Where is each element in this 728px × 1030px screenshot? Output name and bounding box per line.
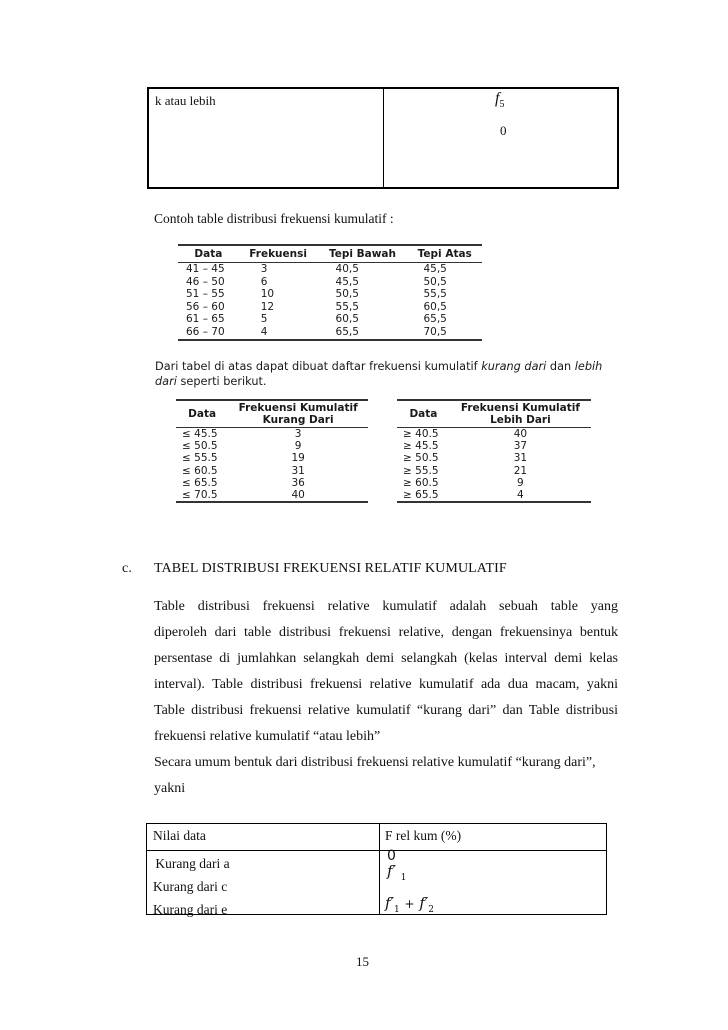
table-divider (147, 850, 606, 851)
cell: ≤ 55.5 (182, 452, 218, 465)
value-zero: 0 (387, 848, 396, 864)
table-row (176, 428, 368, 441)
table-row (397, 477, 591, 489)
cell: 60,5 (335, 313, 359, 326)
header-frekuensi-kumulatif: Frekuensi Kumulatif Kurang Dari (228, 400, 368, 428)
lebih-dari-table (397, 399, 591, 503)
text-italic: lebih (574, 360, 603, 373)
cell: ≤ 65.5 (182, 476, 218, 489)
text-line: Table distribusi frekuensi relative kumulatif adalah sebuah table yang (154, 599, 618, 614)
table-row (176, 440, 368, 452)
cell: 70,5 (407, 326, 482, 340)
cell: 37 (513, 440, 528, 453)
cell: 60,5 (423, 300, 447, 313)
kurang-dari-table (176, 399, 368, 503)
row-label: Kurang dari a (152, 856, 230, 871)
cell: 55,5 (423, 288, 447, 301)
formula-f1: f′ $_1$ (387, 862, 407, 883)
text-line: frekuensi relative kumulatif “atau lebih” (154, 729, 381, 744)
cell: 61 – 65 (186, 313, 225, 326)
caption: Contoh table distribusi frekuensi kumulatif : (154, 211, 394, 226)
table-row (397, 465, 591, 477)
table-row (178, 301, 482, 314)
cell: 9 (517, 476, 524, 489)
page-number: 15 (356, 954, 369, 969)
cell: 36 (291, 476, 305, 489)
top-table (147, 87, 619, 189)
text: seperti berikut. (176, 375, 267, 388)
text: dan (546, 360, 575, 373)
cell: 65,5 (318, 326, 408, 340)
cell: 40,5 (335, 263, 359, 275)
cell: 21 (513, 464, 528, 477)
table-row (178, 263, 482, 276)
cell: ≥ 50.5 (403, 452, 439, 465)
section-title: TABEL DISTRIBUSI FREKUENSI RELATIF KUMULATIF (154, 561, 507, 576)
cell: 9 (294, 440, 302, 453)
cell: 50,5 (335, 288, 359, 301)
table-row (397, 489, 591, 502)
row-label: Kurang dari c (153, 879, 228, 894)
cell: 56 – 60 (186, 300, 225, 313)
header-frekuensi: Frekuensi (239, 245, 318, 263)
cell: ≥ 45.5 (403, 440, 439, 453)
text-line: diperoleh dari table distribusi frekuensi relative, dengan frekuensinya bentuk (154, 625, 618, 640)
table-row (176, 477, 368, 489)
cell: 45,5 (335, 275, 359, 288)
table-divider (379, 824, 380, 914)
cell: 12 (260, 300, 275, 313)
cell: 40 (228, 489, 368, 502)
cell: 45,5 (423, 263, 447, 275)
table-row (176, 465, 368, 477)
header-data: Data (176, 400, 228, 428)
cell: 31 (291, 464, 305, 477)
cell: ≥ 40.5 (403, 428, 439, 440)
cell: 51 – 55 (186, 288, 225, 301)
cell: 4 (450, 489, 591, 502)
scan-paragraph (155, 359, 625, 389)
header-tepi-atas: Tepi Atas (407, 245, 482, 263)
table-row (176, 489, 368, 502)
cell: ≤ 45.5 (182, 428, 218, 440)
table-cell-left: k atau lebih (155, 93, 216, 108)
cell: 3 (294, 428, 302, 440)
table-row (397, 428, 591, 441)
header-nilai-data: Nilai data (153, 828, 206, 843)
cell: 4 (239, 326, 318, 340)
cell: 40 (513, 428, 528, 440)
section-label: c. (122, 561, 132, 576)
cell: ≥ 65.5 (397, 489, 450, 502)
text-line: yakni (154, 781, 186, 796)
text: Dari tabel di atas dapat dibuat daftar frekuensi kumulatif (155, 360, 482, 373)
cell: ≤ 70.5 (176, 489, 228, 502)
header-frekuensi-kumulatif: Frekuensi Kumulatif Lebih Dari (450, 400, 591, 428)
body-paragraph (154, 594, 618, 802)
text-line: Secara umum bentuk dari distribusi frekuensi relative kumulatif “kurang dari”, (154, 755, 596, 770)
header-data: Data (397, 400, 450, 428)
header-f-rel-kum: F rel kum (%) (385, 828, 462, 843)
cell: 6 (260, 275, 268, 288)
cell: ≥ 55.5 (403, 464, 439, 477)
header-data: Data (178, 245, 239, 263)
header-tepi-bawah: Tepi Bawah (318, 245, 408, 263)
table-row (178, 276, 482, 289)
table-divider (383, 89, 384, 187)
cell: 50,5 (423, 275, 447, 288)
cell: 41 – 45 (186, 263, 225, 275)
frequency-symbol: $f_5$ (495, 90, 505, 111)
cell: 10 (260, 288, 275, 301)
row-label: Kurang dari e (153, 902, 228, 917)
table-row (397, 452, 591, 464)
cell: 66 – 70 (178, 326, 239, 340)
text-line: Table distribusi frekuensi relative kumulatif “kurang dari” dan Table distribusi (154, 703, 618, 718)
cell: ≤ 60.5 (182, 464, 218, 477)
table-row (178, 313, 482, 326)
text-line: persentase di jumlahkan selangkah demi selangkah (kelas interval demi kelas (154, 651, 618, 666)
text-italic: dari (155, 375, 177, 388)
cell: 55,5 (335, 300, 359, 313)
table-row (178, 326, 482, 340)
relative-cumulative-table (146, 823, 607, 915)
section-heading (122, 561, 507, 577)
cell: ≥ 60.5 (403, 476, 439, 489)
cell: 3 (260, 263, 268, 275)
table-row (397, 440, 591, 452)
table-row (176, 452, 368, 464)
formula-f1-plus-f2: $f'_1 + f'_2$ (385, 894, 435, 915)
cell: ≤ 50.5 (182, 440, 218, 453)
text-line: interval). Table distribusi frekuensi relative kumulatif ada dua macam, yakni (154, 677, 618, 692)
cell: 5 (260, 313, 268, 326)
cell: 65,5 (423, 313, 447, 326)
cell: 31 (513, 452, 528, 465)
frequency-table (178, 244, 482, 341)
table-cell-zero: 0 (500, 123, 507, 138)
table-row (178, 288, 482, 301)
text-italic: kurang dari (481, 360, 547, 373)
cell: 46 – 50 (186, 275, 225, 288)
cell: 19 (291, 452, 305, 465)
